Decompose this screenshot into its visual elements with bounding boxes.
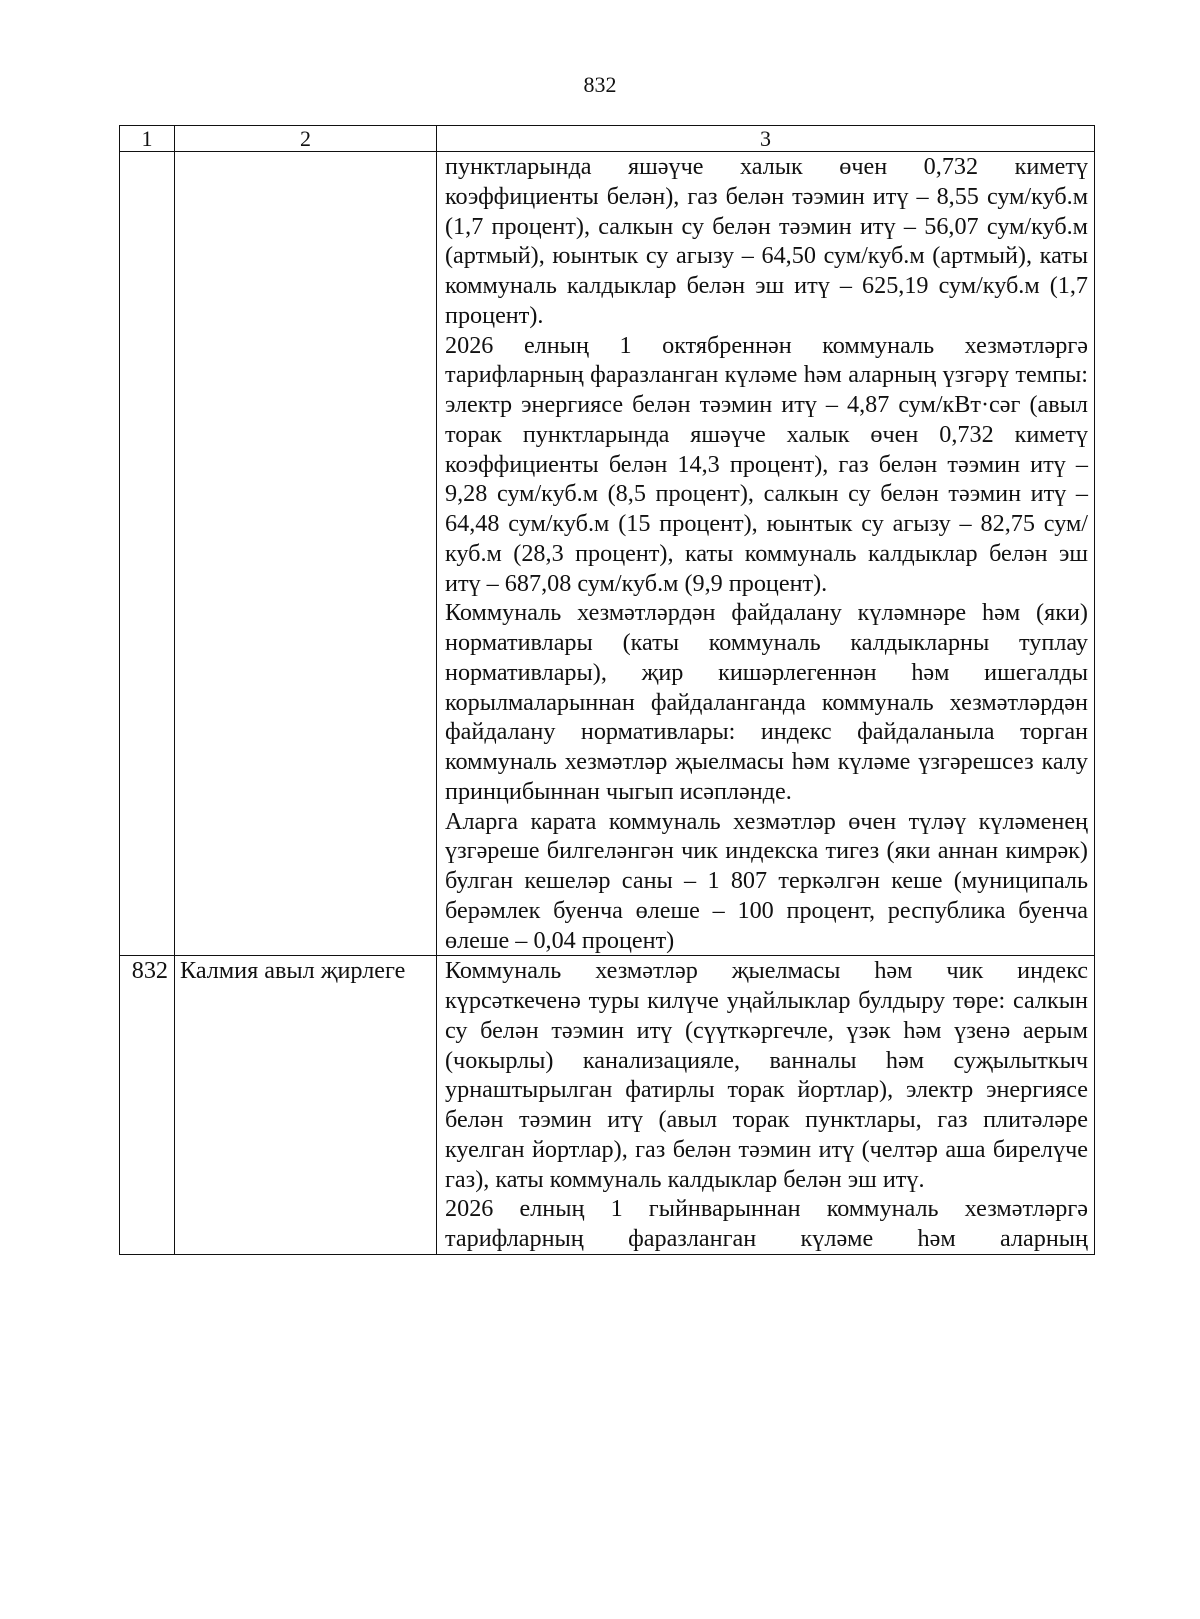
table-row <box>120 956 1095 1255</box>
paragraph: пунктларында яшәүче халык өчен 0,732 киметү коэффициенты белән), газ белән тәэмин итү – 8,55 сум/куб.м (1,7 процент), салкын су белән тәэмин итү – 56,07 сум/куб.м (артмый), юынтык су агызу – 64,50 сум/куб.м (артмый), каты коммуналь калдыклар белән эш итү – 625,19 сум/куб.м (1,7 процент). <box>445 153 1088 329</box>
description-cell <box>437 956 1095 1255</box>
row-number-cell <box>120 152 175 956</box>
column-header-3: 3 <box>437 126 1095 152</box>
table-header-row <box>120 126 1095 152</box>
paragraph: Коммуналь хезмәтләр җыелмасы һәм чик индекс күрсәткеченә туры килүче уңайлыклар булдыру төре: салкын су белән тәэмин итү (сүүткәргечле, үзәк һәм үзенә аерым (чокырлы) канализацияле, ванналы һәм суҗылыткыч урнаштырылган фатирлы торак йортлар), электр энергиясе белән тәэмин итү (авыл торак пунктлары, газ плитәләре куелган йортлар), газ белән тәэмин итү (челтәр аша бирелүче газ), каты коммуналь калдыклар белән эш итү. <box>445 957 1088 1193</box>
table-row <box>120 152 1095 956</box>
settlement-name-cell <box>175 152 437 956</box>
row-number-cell: 832 <box>120 956 175 1255</box>
paragraph: 2026 елның 1 гыйнварыннан коммуналь хезмәтләргә тарифларның фаразланган күләме һәм аларның <box>445 1195 1088 1252</box>
page-number: 832 <box>583 72 617 97</box>
paragraph: 2026 елның 1 октябреннән коммуналь хезмәтләргә тарифларның фаразланган күләме һәм аларның үзгәрү темпы: электр энергиясе белән тәэмин итү – 4,87 сум/кВт·сәг (авыл торак пунктларында яшәүче халык өчен 0,732 киметү коэффициенты белән 14,3 процент), газ белән тәэмин итү – 9,28 сум/куб.м (8,5 процент), салкын су белән тәэмин итү – 64,48 сум/куб.м (15 процент), юынтык су агызу – 82,75 сум/куб.м (28,3 процент), каты коммуналь калдыклар белән эш итү – 687,08 сум/куб.м (9,9 процент). <box>445 331 1088 597</box>
description-cell <box>437 152 1095 956</box>
settlement-name-cell: Калмия авыл җирлеге <box>175 956 437 1255</box>
document-table <box>119 125 1095 1255</box>
column-header-1: 1 <box>120 126 175 152</box>
column-header-2: 2 <box>175 126 437 152</box>
paragraph: Аларга карата коммуналь хезмәтләр өчен түләү күләменең үзгәреше билгеләнгән чик индекска тигез (яки аннан кимрәк) булган кешеләр саны – 1 807 теркәлгән кеше (муниципаль берәмлек буенча өлеше – 100 процент, республика буенча өлеше – 0,04 процент) <box>445 807 1088 954</box>
paragraph: Коммуналь хезмәтләрдән файдалану күләмнәре һәм (яки) нормативлары (каты коммуналь калдыкларны туплау нормативлары), җир кишәрлегеннән һәм ишегалды корылмаларыннан файдаланганда коммуналь хезмәтләрдән файдалану нормативлары: индекс файдаланыла торган коммуналь хезмәтләр җыелмасы һәм күләме үзгәрешсез калу принцибыннан чыгып исәпләнде. <box>445 599 1088 805</box>
